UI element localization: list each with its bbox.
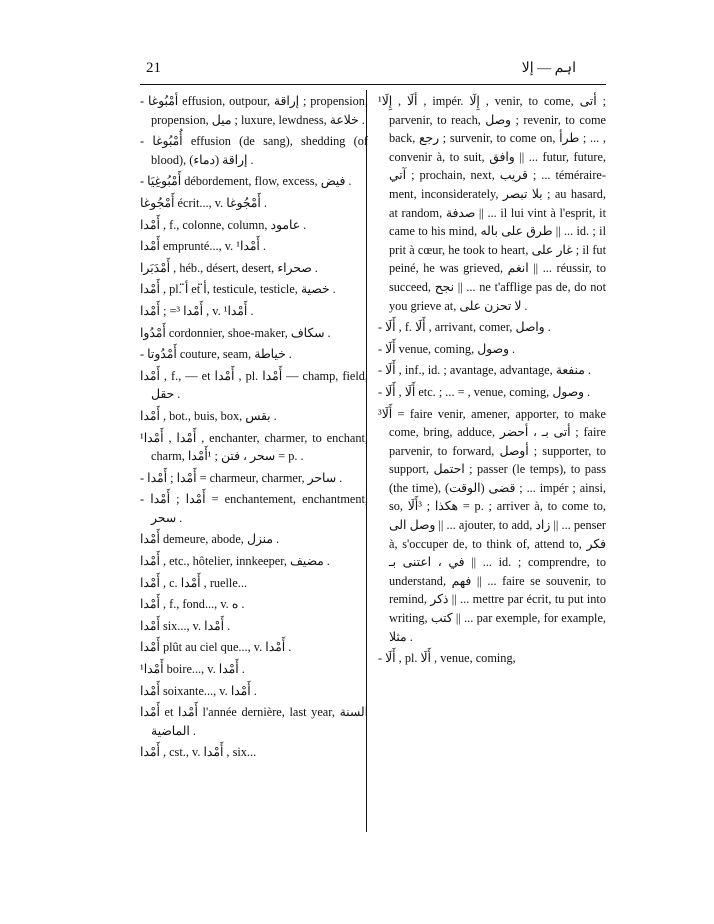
dictionary-entry: ³أَلَا = faire venir, amener, apporter, to make come, bring, adduce, أتى بـ ، أحضر ; faire parvenir, to forward, أوصل ; supporter, to support, احتمل ; passer (le temps), to pass (the time), قضى (الوقت) ; ... impér ; ainsi, so, هكذا ; ³أَلَا = p. ; arriver à, to come to, وصل الى || ... ajouter, to add, زاد || ... penser à, s'occuper de, to think of, attend to, فكر في ، اعتنى بـ || ... id. ; comprendre, to understand, فهم || ... faire se souvenir, to remind, ذكر || ... mettre par écrit, tu put into writing, كتب || ... par exemple, for example, مثلا .: [378, 406, 606, 644]
dictionary-entry: أَمْدا , f., colonne, column, عامود .: [140, 217, 307, 232]
dictionary-entry: أَمْدُوا cordonnier, shoe-maker, سكاف .: [140, 325, 331, 340]
dictionary-entry: - أَلَا , f. أَلَا , arrivant, comer, واصل .: [378, 320, 551, 335]
dictionary-entry: أَمْدا , bot., buis, box, بقس .: [140, 408, 277, 423]
dictionary-entry: أَمْدا plût au ciel que..., v. أَمْدا .: [140, 640, 292, 655]
dictionary-entry: - أَمْبُوغِيَا débordement, flow, excess, فيض .: [140, 174, 352, 189]
dictionary-entry: أَمْدا , etc., hôtelier, innkeeper, مضيف .: [140, 554, 330, 569]
dictionary-entry: أَمْجُوغا écrit..., v. أَمْجُوغا .: [140, 195, 267, 210]
left-column: [140, 92, 368, 892]
dictionary-entry: - أَمْدُوتا couture, seam, خياطة .: [140, 347, 292, 362]
dictionary-entry: أَمْدا ³= ; أَمْدا , v. ¹أَمْدا .: [140, 303, 254, 318]
dictionary-entry: أَمْدا six..., v. أَمْدا .: [140, 618, 231, 633]
dictionary-entry: - أَمْدا ; أَمْدا = charmeur, charmer, ساحر .: [140, 470, 343, 485]
dictionary-entry: - أُمْبُوغا effusion (de sang), shedding (of blood), إراقة (دماء) .: [140, 134, 368, 167]
dictionary-entry: - أَمْدا ; أَمْدا = enchantement, enchantment, سحر .: [140, 492, 368, 525]
dictionary-entry: ¹أَمْدا boire..., v. أَمْدا .: [140, 662, 245, 677]
column-divider: [366, 90, 367, 832]
dictionary-entry: أَمْدا demeure, abode, منزل .: [140, 532, 280, 547]
dictionary-entry: أَمْدا , f., fond..., v. ه .: [140, 597, 245, 612]
dictionary-entry: أَمْدا , f., — et أَمْدا , pl. أَمْدا — champ, field, حقل .: [140, 368, 368, 402]
running-head: اہم — إلا: [521, 61, 576, 76]
dictionary-entry: أَمْدَبَرا , héb., désert, desert, صحراء .: [140, 260, 318, 275]
dictionary-entry: ¹أَمْدا , أَمْدا , enchanter, charmer, to enchant, charm, سحر ، فتن ; ¹أَمْدا = p. .: [140, 430, 368, 464]
dictionary-entry: - أَلَا , أَلَا etc. ; ... = , venue, coming, وصول .: [378, 384, 591, 399]
header-rule: [140, 84, 606, 85]
dictionary-entry: أَمْدا emprunté..., v. ¹أَمْدا .: [140, 239, 266, 254]
page-header: [140, 60, 606, 82]
dictionary-entry: - أُمْبُوغا effusion, outpour, إراقة ; propension, propension, ميل ; luxure, lewdness, خلاعة .: [140, 94, 368, 127]
dictionary-entry: أَمْدا , c. أَمْدا , ruelle...: [140, 575, 248, 590]
dictionary-entry: - أَلَا , inf., id. ; avantage, advantage, منفعة .: [378, 363, 591, 378]
dictionary-entry: - أَلَا , pl. أَلَا , venue, coming,: [378, 651, 516, 666]
dictionary-entry: أَمْدا soixante..., v. أَمْدا .: [140, 683, 257, 698]
dictionary-entry: ¹أَلَا , إِلَا , impér. إِلَا , venir, to come, أتى ; parvenir, to reach, وصل ; revenir, to come back, رجع ; survenir, to come on, طرأ ; ... , convenir à, to suit, وافق || ... futur, future, آتي ; prochain, next, قريب ; ... téméraire-ment, inconsiderately, بلا تبصر ; au hasard, at random, صدفة || ... il lui vint à l'esprit, it came to his mind, طرق على باله || ... id. ; il prit à cœur, he took to heart, غار على ; il fut peiné, he was grieved, انغم || ... réussir, to succeed, نجح || ... ne t'afflige pas de, do not you grieve at, لا تحزن على .: [378, 94, 606, 313]
dictionary-entry: أَمْدا , cst., v. أَمْدا , six...: [140, 745, 257, 760]
right-column: [378, 92, 606, 892]
dictionary-entry: - أَلَا venue, coming, وصول .: [378, 341, 516, 356]
dictionary-entry: أَمْدا et أَمْدا l'année dernière, last year, السنة الماضية .: [140, 705, 368, 738]
page-number: 21: [146, 60, 161, 76]
dictionary-entry: أَمْدا , pl. أ̈ et أ̈, testicule, testicle, خصية .: [140, 282, 336, 297]
